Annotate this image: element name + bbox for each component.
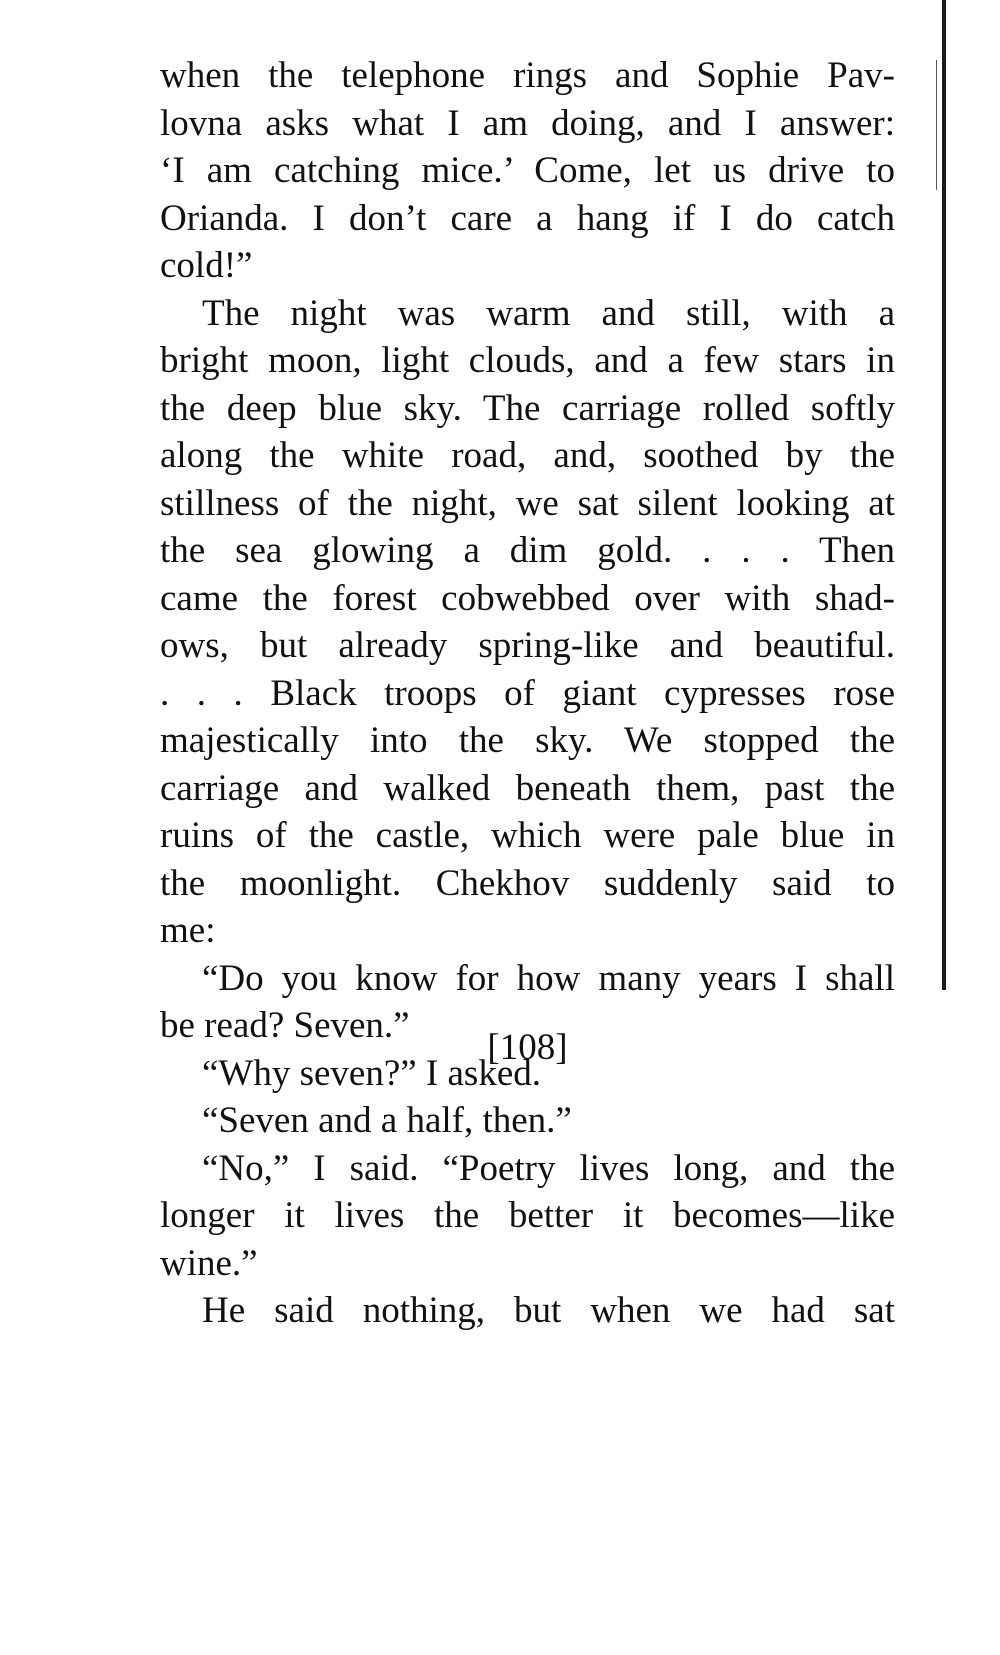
text-line: ows, but already spring-like and beautiful. [160,625,895,666]
text-line: lovna asks what I am doing, and I answer: [160,102,895,144]
text-line: cold!” [160,245,253,286]
page-edge-mark [936,60,937,190]
text-line: be read? Seven.” [160,1005,410,1046]
body-text [160,52,895,1335]
text-line: longer it lives the better it becomes—like [160,1195,895,1236]
text-line: came the forest cobwebbed over with shad- [160,577,895,619]
text-line: bright moon, light clouds, and a few stars in [160,340,895,381]
text-line: along the white road, and, soothed by the [160,435,895,476]
text-line: wine.” [160,1242,258,1284]
text-line: carriage and walked beneath them, past the [160,767,895,809]
text-line: “No,” I said. “Poetry lives long, and the [202,1147,895,1189]
text-line: ‘I am catching mice.’ Come, let us drive to [160,150,895,191]
text-line: majestically into the sky. We stopped the [160,720,895,761]
text-line: the sea glowing a dim gold. . . . Then [160,530,895,571]
page-edge-shadow [942,0,946,990]
text-line: ruins of the castle, which were pale blue in [160,815,895,856]
text-line: stillness of the night, we sat silent looking at [160,482,895,524]
text-line: . . . Black troops of giant cypresses rose [160,672,895,714]
text-line: “Seven and a half, then.” [202,1100,572,1141]
text-line: when the telephone rings and Sophie Pav- [160,55,895,96]
page-number: [108] [487,1027,568,1068]
text-line: “Why seven?” I asked. [202,1052,541,1094]
text-line: the moonlight. Chekhov suddenly said to [160,862,895,904]
text-line: The night was warm and still, with a [202,292,895,334]
text-line: “Do you know for how many years I shall [202,957,895,999]
text-line: He said nothing, but when we had sat [202,1290,895,1331]
text-line: the deep blue sky. The carriage rolled softly [160,387,895,429]
text-line: me: [160,910,216,951]
text-line: Orianda. I don’t care a hang if I do catch [160,197,895,239]
